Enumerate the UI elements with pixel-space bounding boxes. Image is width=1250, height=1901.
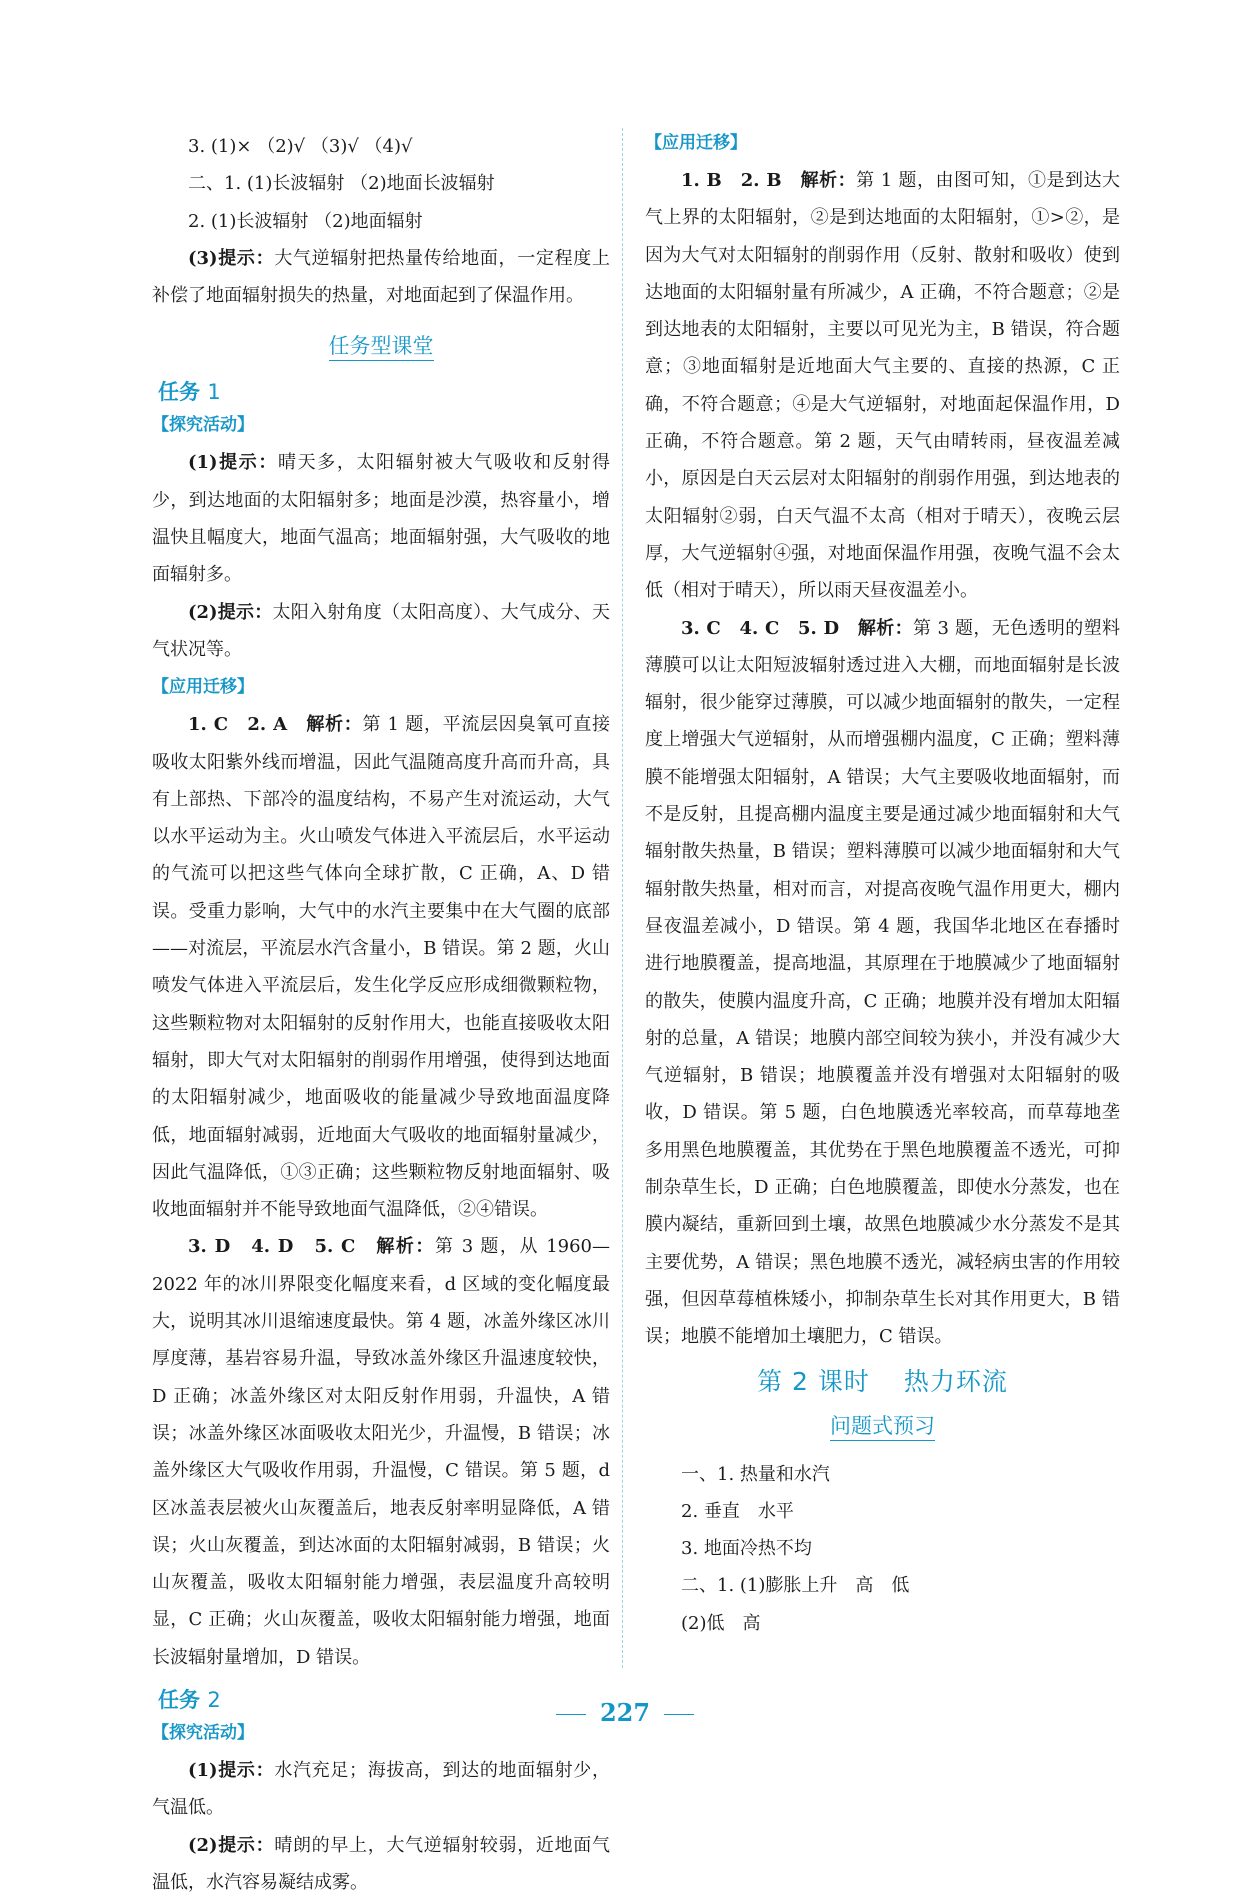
preview-line: 2. 垂直 水平 bbox=[681, 1500, 794, 1522]
lesson-title: 第 2 课时 热力环流 bbox=[757, 1366, 1008, 1396]
hint-paragraph: (1)提示：晴天多，太阳辐射被大气吸收和反射得少，到达地面的太阳辐射多；地面是沙漠，热容量小，增温快且幅度大，地面气温高；地面辐射强，大气吸收的地面辐射多。 bbox=[152, 452, 610, 586]
section-heading: 任务型课堂 bbox=[152, 330, 610, 360]
apply-tag: 【应用迁移】 bbox=[152, 677, 254, 698]
analysis-paragraph: 1. C 2. A 解析：第 1 题，平流层因臭氧可直接吸收太阳紫外线而增温，因此气温随高度升高而升高，具有上部热、下部冷的温度结构，不易产生对流运动，大气以水平运动为主。火山喷发气体进入平流层后，水平运动的气流可以把这些气体向全球扩散，C 正确，A、D 错误。受重力影响，大气中的水汽主要集中在大气圈的底部——对流层，平流层水汽含量小，B 错误。第 2 题，火山喷发气体进入平流层后，发生化学反应形成细微颗粒物，这些颗粒物对太阳辐射的反射作用大，也能直接吸收太阳辐射，即大气对太阳辐射的削弱作用增强，使得到达地面的太阳辐射减少，地面吸收的能量减少导致地面温度降低，地面辐射减弱，近地面大气吸收的地面辐射量减少，因此气温降低，①③正确；这些颗粒物反射地面辐射、吸收地面辐射并不能导致地面气温降低，②④错误。 bbox=[152, 714, 611, 1221]
hint-paragraph: (2)提示：晴朗的早上，大气逆辐射较弱，近地面气温低，水汽容易凝结成雾。 bbox=[152, 1834, 610, 1893]
page-number: 227 bbox=[599, 1698, 651, 1727]
apply-tag: 【应用迁移】 bbox=[645, 133, 747, 153]
analysis-paragraph: 3. D 4. D 5. C 解析：第 3 题，从 1960—2022 年的冰川界限变化幅度来看，d 区域的变化幅度最大，说明其冰川退缩速度最快。第 4 题，冰盖外缘区冰川厚度薄，基岩容易升温，导致冰盖外缘区升温速度较快，D 正确；冰盖外缘区对太阳反射作用弱，升温快，A 错误；冰盖外缘区冰面吸收太阳光少，升温慢，B 错误；冰盖外缘区大气吸收作用弱，升温慢，C 错误。第 5 题，d 区冰盖表层被火山灰覆盖后，地表反射率明显降低，A 错误；火山灰覆盖，到达冰面的太阳辐射减弱，B 错误；火山灰覆盖，吸收太阳辐射能力增强，表层温度升高较明显，C 正确；火山灰覆盖，吸收太阳辐射能力增强，地面长波辐射量增加，D 错误。 bbox=[152, 1236, 611, 1668]
column-divider bbox=[622, 128, 623, 1668]
answer-line: 3. (1)× （2)√ （3)√ （4)√ bbox=[188, 136, 413, 157]
preview-line: (2)低 高 bbox=[681, 1612, 761, 1634]
explore-tag: 【探究活动】 bbox=[152, 415, 254, 436]
task-2-heading: 任务 2 bbox=[158, 1687, 221, 1712]
preview-line: 3. 地面冷热不均 bbox=[681, 1538, 812, 1560]
hint-paragraph: (1)提示：水汽充足；海拔高，到达的地面辐射少，气温低。 bbox=[152, 1759, 610, 1819]
left-column bbox=[152, 128, 610, 1901]
page-footer bbox=[0, 1698, 1250, 1727]
preview-line: 二、1. (1)膨胀上升 高 低 bbox=[681, 1575, 910, 1597]
subsection-heading: 问题式预习 bbox=[645, 1410, 1120, 1440]
preview-line: 一、1. 热量和水汽 bbox=[681, 1463, 830, 1485]
hint-text: 大气逆辐射把热量传给地面，一定程度上补偿了地面辐射损失的热量，对地面起到了保温作用。 bbox=[152, 247, 610, 307]
task-1-heading: 任务 1 bbox=[158, 380, 221, 405]
answer-line: 2. (1)长波辐射 （2)地面辐射 bbox=[188, 210, 423, 232]
hint-label: (3)提示： bbox=[188, 247, 275, 269]
analysis-paragraph: 1. B 2. B 解析：第 1 题，由图可知，①是到达大气上界的太阳辐射，②是到达地面的太阳辐射，①>②，是因为大气对太阳辐射的削弱作用（反射、散射和吸收）使到达地面的太阳辐射量有所减少，A 正确，不符合题意；②是到达地表的太阳辐射，主要以可见光为主，B 错误，符合题意；③地面辐射是近地面大气主要的、直接的热源，C 正确，不符合题意；④是大气逆辐射，对地面起保温作用，D 正确，不符合题意。第 2 题，天气由晴转雨，昼夜温差减小，原因是白天云层对太阳辐射的削弱作用强，到达地表的太阳辐射②弱，白天气温不太高（相对于晴天），夜晚云层厚，大气逆辐射④强，对地面保温作用强，夜晚气温不会太低（相对于晴天），所以雨天昼夜温差小。 bbox=[645, 170, 1121, 602]
hint-paragraph bbox=[152, 240, 610, 315]
explore-tag: 【探究活动】 bbox=[152, 1722, 254, 1743]
analysis-paragraph: 3. C 4. C 5. D 解析：第 3 题，无色透明的塑料薄膜可以让太阳短波辐射透过进入大棚，而地面辐射是长波辐射，很少能穿过薄膜，可以减少地面辐射的散失，一定程度上增强大气逆辐射，从而增强棚内温度，C 正确；塑料薄膜不能增强太阳辐射，A 错误；大气主要吸收地面辐射，而不是反射，且提高棚内温度主要是通过减少地面辐射和大气辐射散失热量，B 错误；塑料薄膜可以减少地面辐射和大气辐射散失热量，相对而言，对提高夜晚气温作用更大，棚内昼夜温差减小，D 错误。第 4 题，我国华北地区在春播时进行地膜覆盖，提高地温，其原理在于地膜减少了地面辐射的散失，使膜内温度升高，C 正确；地膜并没有增加太阳辐射的总量，A 错误；地膜内部空间较为狭小，并没有减少大气逆辐射，B 错误；地膜覆盖并没有增强对太阳辐射的吸收，D 错误。第 5 题，白色地膜透光率较高，而草莓地垄多用黑色地膜覆盖，其优势在于黑色地膜覆盖不透光，可抑制杂草生长，D 正确；白色地膜覆盖，即使水分蒸发，也在膜内凝结，重新回到土壤，故黑色地膜减少水分蒸发不是其主要优势，A 错误；黑色地膜不透光，减轻病虫害的作用较强，但因草莓植株矮小，抑制杂草生长对其作用更大，B 错误；地膜不能增加土壤肥力，C 错误。 bbox=[645, 617, 1121, 1348]
right-column bbox=[645, 128, 1120, 1642]
hint-paragraph: (2)提示：太阳入射角度（太阳高度）、大气成分、天气状况等。 bbox=[152, 601, 610, 660]
answer-line: 二、1. (1)长波辐射 （2)地面长波辐射 bbox=[188, 173, 495, 195]
